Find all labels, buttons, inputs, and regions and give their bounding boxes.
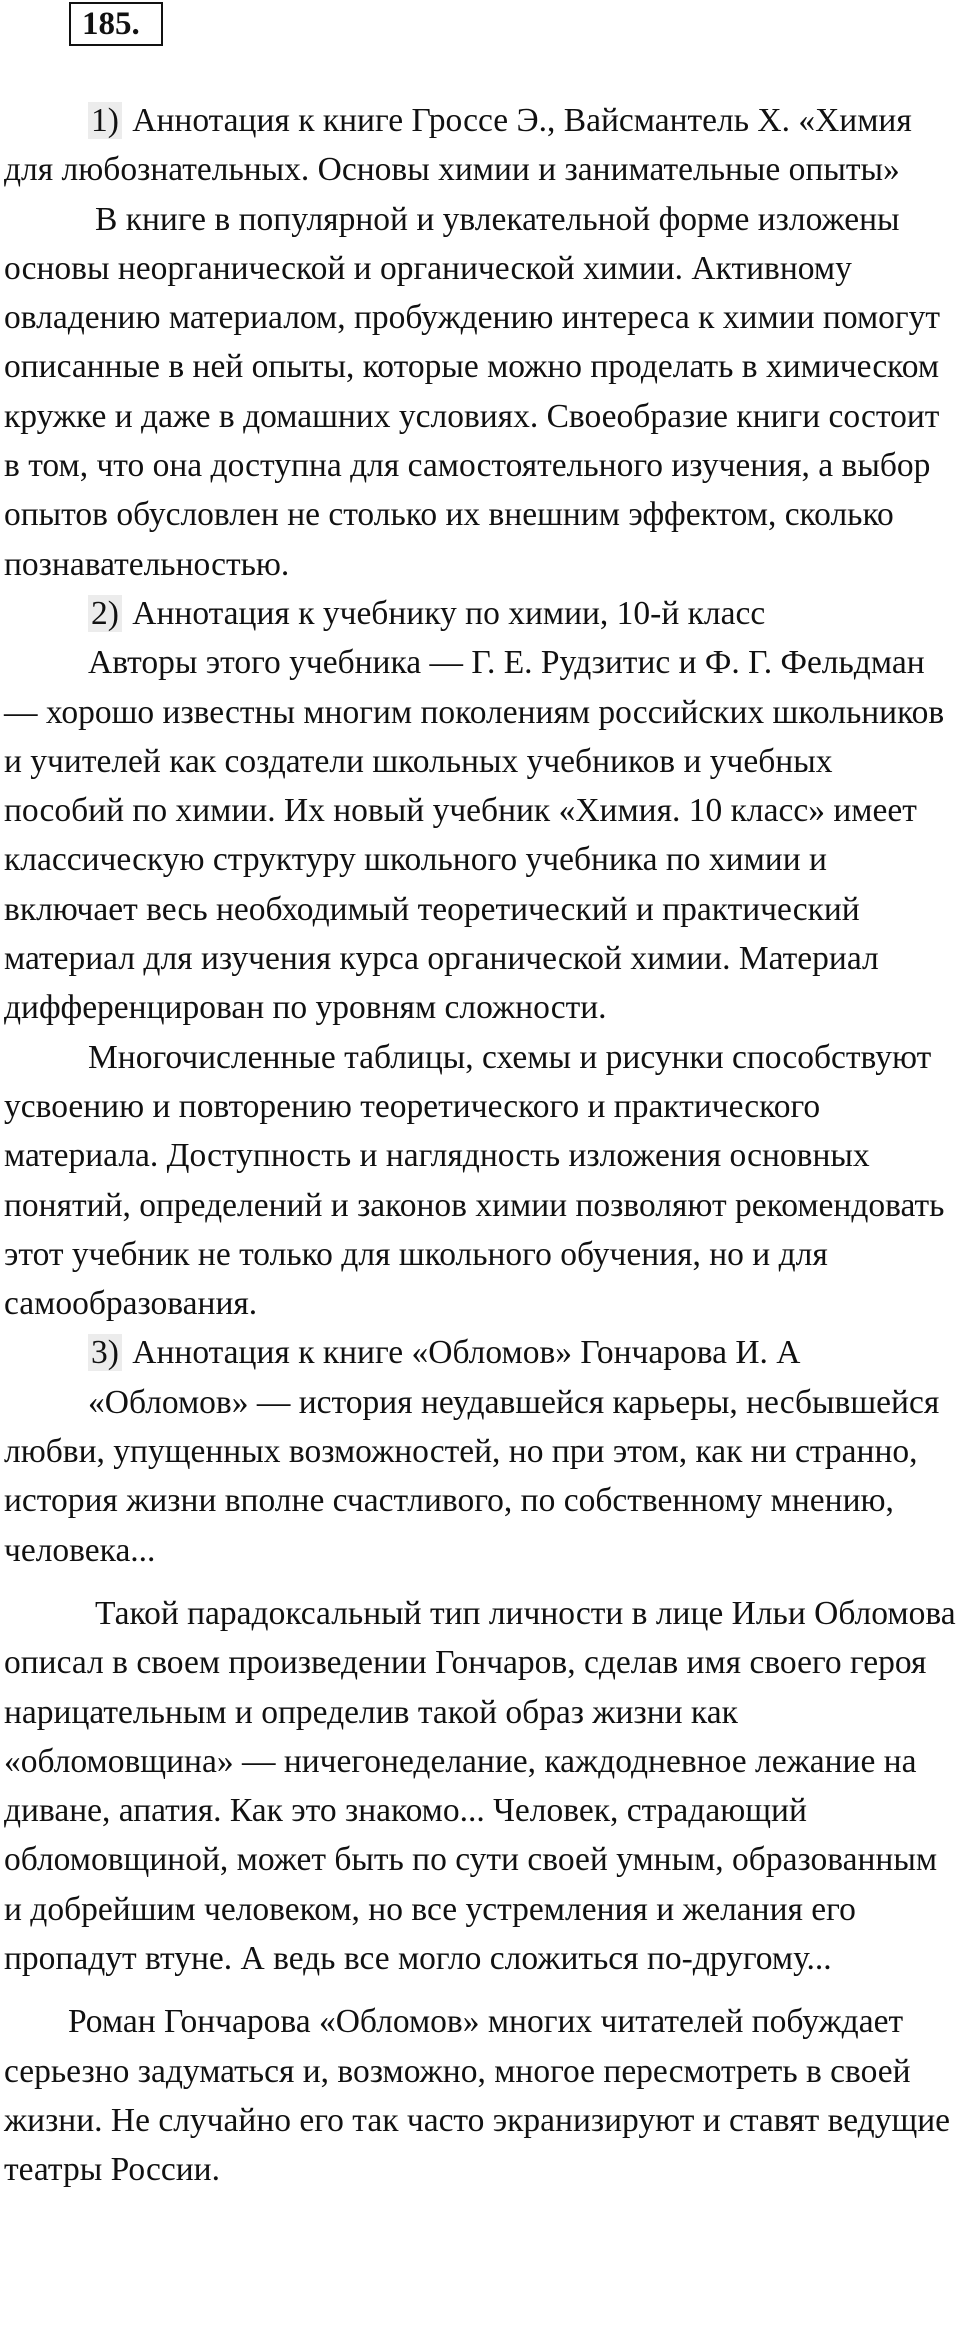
section-1-heading-text: Аннотация к книге Гроссе Э., Вайсмантель Х. «Химия для любознательных. Основы химии и занимательные опыты»	[4, 102, 912, 189]
section-3-marker: 3)	[88, 1334, 122, 1371]
section-3-heading	[4, 1328, 956, 1377]
section-3-paragraph-2: Такой парадоксальный тип личности в лице Ильи Обломова описал в своем произведении Гончаров, сделав имя своего героя нарицательным и определив такой образ жизни как «обломовщина» — ничегонеделание, каждодневное лежание на диване, апатия. Как это знакомо... Человек, страдающий обломовщиной, может быть по сути своей умным, образованным и добрейшим человеком, но все устремления и желания его пропадут втуне. А ведь все могло сложиться по-другому...	[4, 1594, 956, 1977]
section-2-paragraph-1: Авторы этого учебника — Г. Е. Рудзитис и Ф. Г. Фельдман — хорошо известны многим поколениям российских школьников и учителей как создатели школьных учебников и учебных пособий по химии. Их новый учебник «Химия. 10 класс» имеет классическую структуру школьного учебника по химии и включает весь необходимый теоретический и практический материал для изучения курса органической химии. Материал дифференцирован по уровням сложности.	[4, 644, 945, 1027]
section-2-heading	[4, 589, 956, 638]
section-1-heading	[4, 96, 956, 195]
exercise-number-suffix: .	[131, 6, 140, 42]
section-1-marker: 1)	[88, 102, 122, 139]
exercise-number: 185	[82, 6, 132, 42]
exercise-number-box	[69, 2, 163, 46]
section-2-heading-text: Аннотация к учебнику по химии, 10-й класс	[132, 594, 766, 632]
section-2-paragraph-2: Многочисленные таблицы, схемы и рисунки способствуют усвоению и повторению теоретического и практического материала. Доступность и наглядность изложения основных понятий, определений и законов химии позволяют рекомендовать этот учебник не только для школьного обучения, но и для самообразования.	[4, 1038, 945, 1323]
section-3-paragraph-3: Роман Гончарова «Обломов» многих читателей побуждает серьезно задуматься и, возможно, многое пересмотреть в своей жизни. Не случайно его так часто экранизируют и ставят ведущие театры России.	[4, 2003, 951, 2189]
section-1-paragraph-1: В книге в популярной и увлекательной форме изложены основы неорганической и органической химии. Активному овладению материалом, пробуждению интереса к химии помогут описанные в ней опыты, которые можно проделать в химическом кружке и даже в домашних условиях. Своеобразие книги состоит в том, что она доступна для самостоятельного изучения, а выбор опытов обусловлен не столько их внешним эффектом, сколько познавательностью.	[4, 200, 941, 583]
paragraph-gap	[4, 1983, 956, 1997]
answer-text	[4, 96, 956, 2194]
section-3-heading-text: Аннотация к книге «Обломов» Гончарова И. А	[132, 1334, 801, 1372]
section-2-marker: 2)	[88, 595, 122, 632]
paragraph-gap	[4, 1575, 956, 1589]
section-3-paragraph-1: «Обломов» — история неудавшейся карьеры, несбывшейся любви, упущенных возможностей, но при этом, как ни странно, история жизни вполне счастливого, по собственному мнению, человека...	[4, 1383, 940, 1569]
